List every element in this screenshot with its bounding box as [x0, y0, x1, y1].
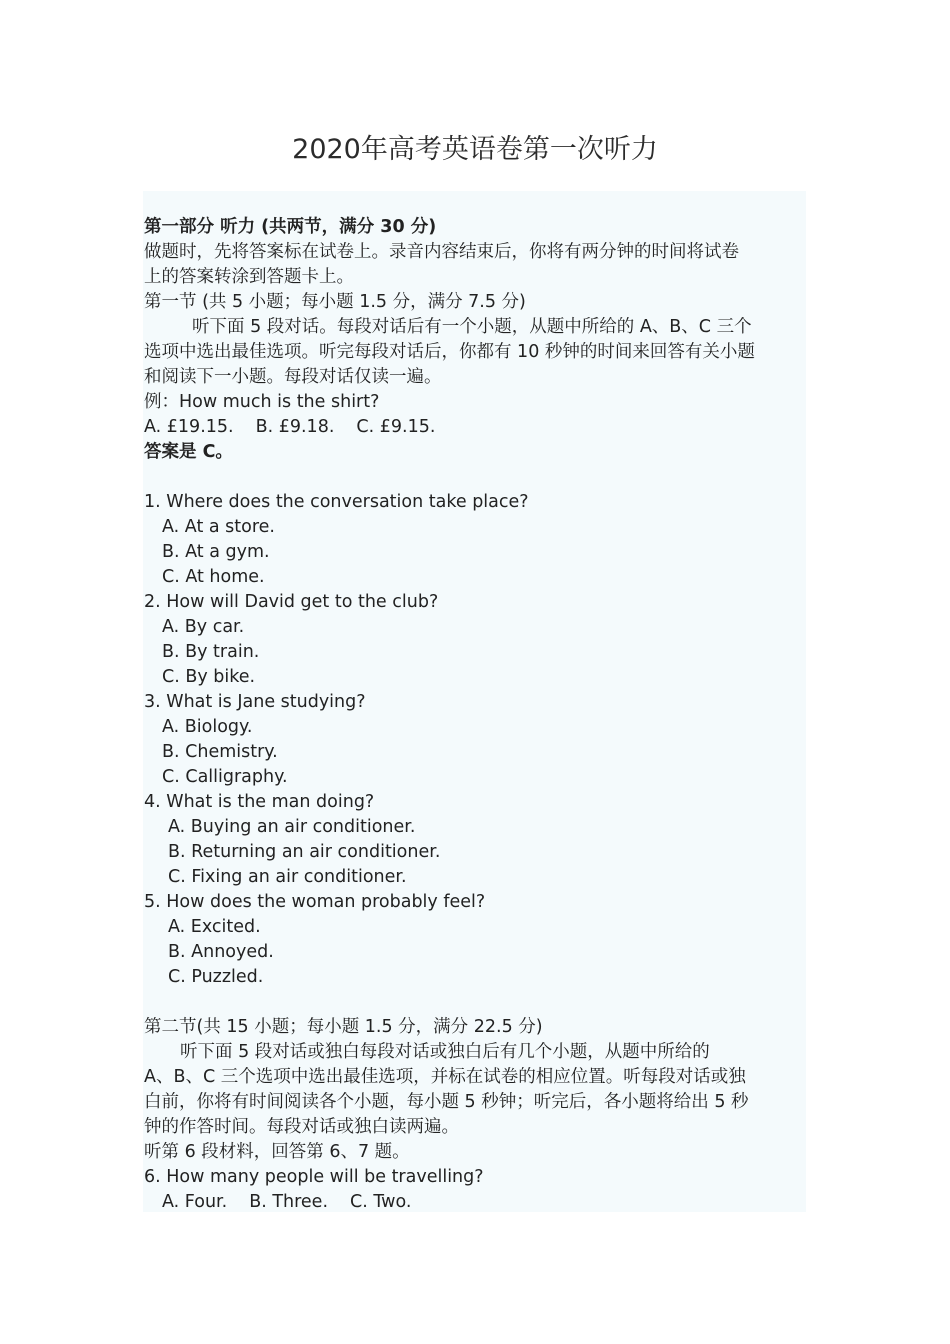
- question-3-option-a: A. Biology.: [162, 717, 253, 737]
- question-4-option-b: B. Returning an air conditioner.: [168, 842, 441, 862]
- question-4-option-a: A. Buying an air conditioner.: [168, 817, 416, 837]
- section2-instruction-line: 白前，你将有时间阅读各个小题，每小题 5 秒钟；听完后，各小题将给出 5 秒: [144, 1092, 749, 1112]
- question-3-option-b: B. Chemistry.: [162, 742, 278, 762]
- question-4: 4. What is the man doing?: [144, 792, 375, 812]
- question-5: 5. How does the woman probably feel?: [144, 892, 486, 912]
- material-6-heading: 听第 6 段材料，回答第 6、7 题。: [144, 1142, 410, 1162]
- question-2-option-a: A. By car.: [162, 617, 245, 637]
- question-5-option-b: B. Annoyed.: [168, 942, 274, 962]
- page-title: 2020年高考英语卷第一次听力: [292, 134, 658, 165]
- part1-instruction-line: 做题时，先将答案标在试卷上。录音内容结束后，你将有两分钟的时间将试卷: [144, 242, 739, 262]
- question-1-option-a: A. At a store.: [162, 517, 275, 537]
- spacer: [144, 990, 804, 1015]
- question-5-option-c: C. Puzzled.: [168, 967, 264, 987]
- question-6-options: [144, 1190, 804, 1215]
- example-options: [144, 415, 804, 440]
- part1-heading: 第一部分 听力 (共两节，满分 30 分): [144, 217, 437, 237]
- section1-instruction-line: 选项中选出最佳选项。听完每段对话后，你都有 10 秒钟的时间来回答有关小题: [144, 342, 755, 362]
- section2-heading: 第二节(共 15 小题；每小题 1.5 分，满分 22.5 分): [144, 1017, 543, 1037]
- question-2-option-b: B. By train.: [162, 642, 260, 662]
- section2-instruction-line: A、B、C 三个选项中选出最佳选项，并标在试卷的相应位置。听每段对话或独: [144, 1067, 746, 1087]
- question-1-option-b: B. At a gym.: [162, 542, 270, 562]
- question-6-option-b: B. Three.: [249, 1192, 329, 1212]
- question-2: 2. How will David get to the club?: [144, 592, 439, 612]
- part1-instruction-line: 上的答案转涂到答题卡上。: [144, 267, 354, 287]
- example-option-b: B. £9.18.: [255, 417, 335, 437]
- section1-instruction-line: 和阅读下一小题。每段对话仅读一遍。: [144, 367, 442, 387]
- exam-content: [144, 215, 804, 1215]
- example-option-c: C. £9.15.: [356, 417, 436, 437]
- section1-instruction-line: 听下面 5 段对话。每段对话后有一个小题，从题中所给的 A、B、C 三个: [192, 317, 752, 337]
- question-6: 6. How many people will be travelling?: [144, 1167, 484, 1187]
- question-6-option-c: C. Two.: [350, 1192, 412, 1212]
- section2-instruction-line: 钟的作答时间。每段对话或独白读两遍。: [144, 1117, 459, 1137]
- section2-instruction-line: 听下面 5 段对话或独白每段对话或独白后有几个小题，从题中所给的: [180, 1042, 710, 1062]
- example-answer: 答案是 C。: [144, 442, 233, 462]
- question-4-option-c: C. Fixing an air conditioner.: [168, 867, 407, 887]
- question-5-option-a: A. Excited.: [168, 917, 261, 937]
- question-6-option-a: A. Four.: [162, 1192, 228, 1212]
- question-2-option-c: C. By bike.: [162, 667, 256, 687]
- section1-heading: 第一节 (共 5 小题；每小题 1.5 分，满分 7.5 分): [144, 292, 526, 312]
- example-question: 例：How much is the shirt?: [144, 392, 380, 412]
- question-1: 1. Where does the conversation take place?: [144, 492, 529, 512]
- question-3-option-c: C. Calligraphy.: [162, 767, 288, 787]
- question-1-option-c: C. At home.: [162, 567, 265, 587]
- spacer: [144, 465, 804, 490]
- example-option-a: A. £19.15.: [144, 417, 234, 437]
- question-3: 3. What is Jane studying?: [144, 692, 366, 712]
